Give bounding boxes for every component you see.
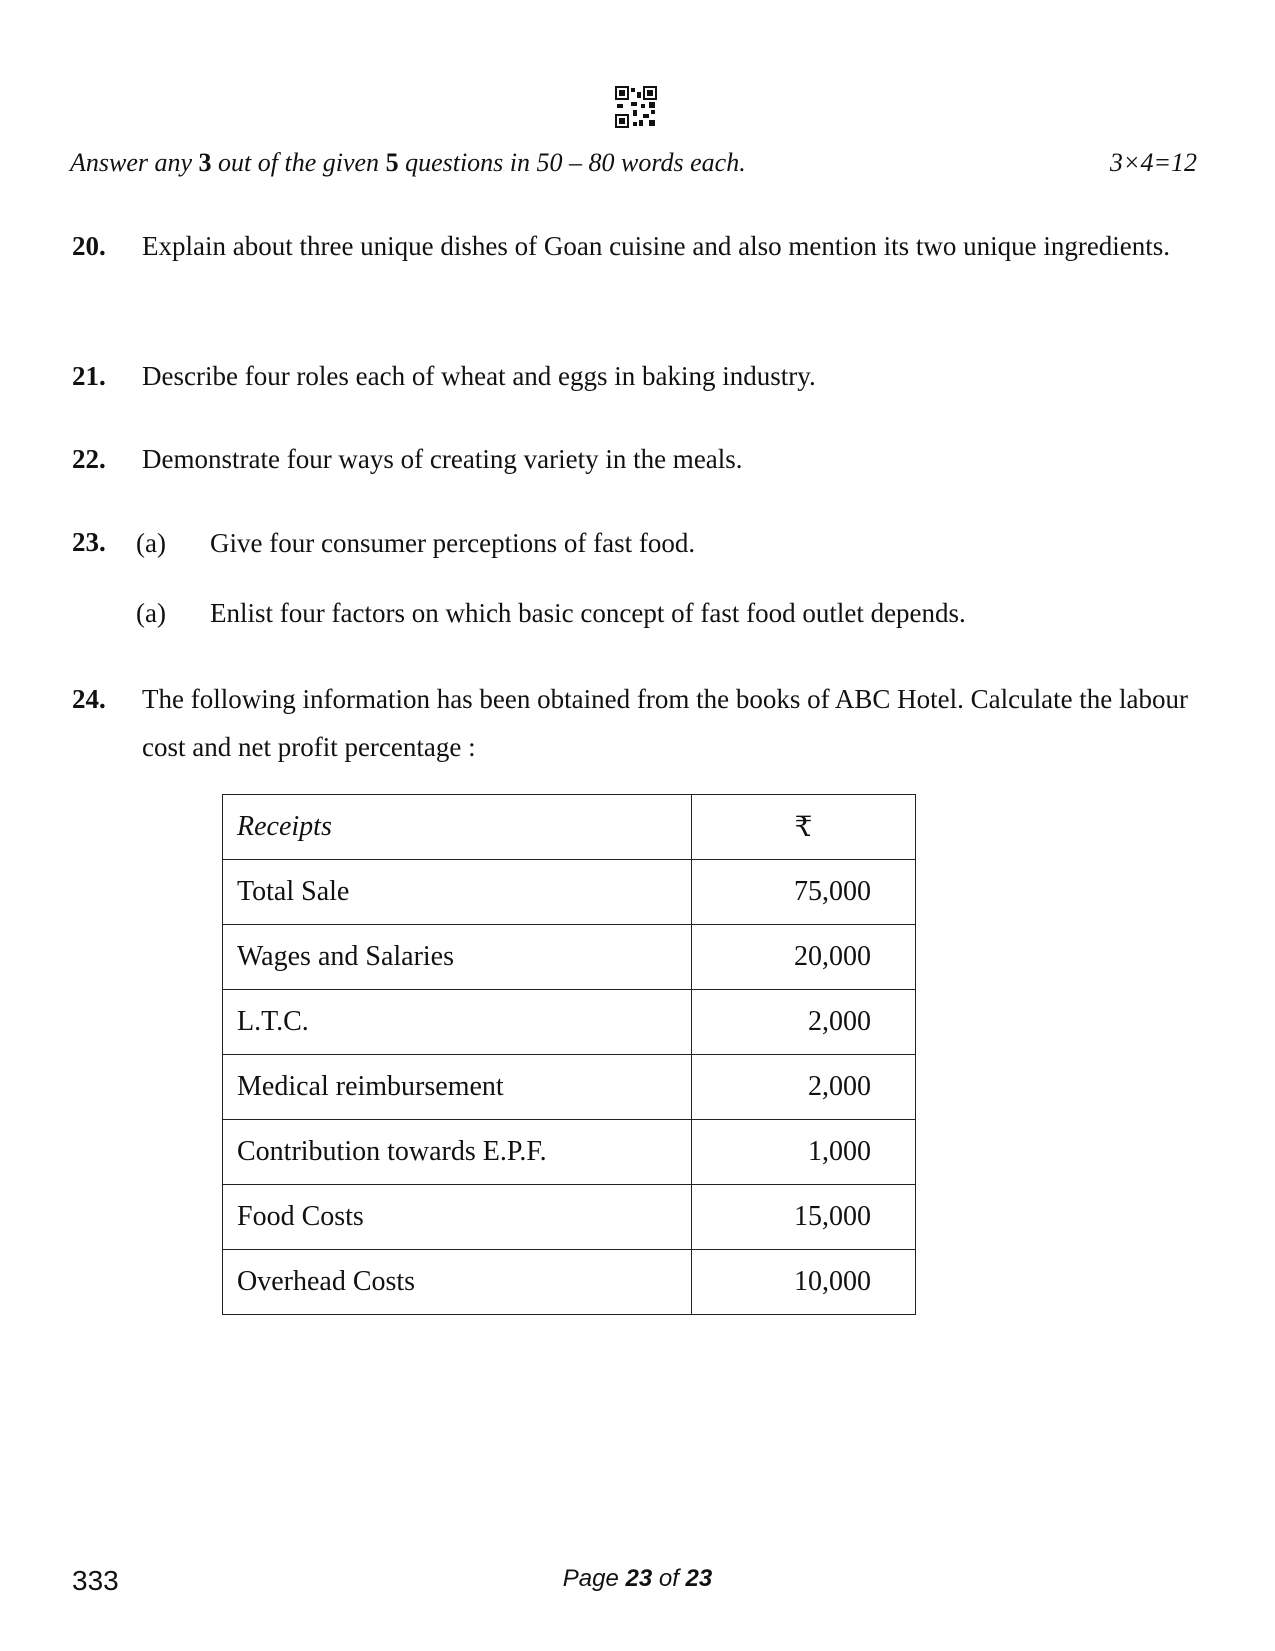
subpart-text: Enlist four factors on which basic concept of fast food outlet depends. [210,598,966,628]
table-row [223,1120,916,1185]
table-cell-value: 15,000 [692,1185,916,1250]
table-cell-label: Total Sale [223,860,692,925]
table-cell-value: 10,000 [692,1250,916,1315]
instruction-text: Answer any [70,148,199,177]
question-text: Describe four roles each of wheat and eggs in baking industry. [142,361,816,391]
page-text: of [652,1565,686,1592]
table-cell-value: 20,000 [692,925,916,990]
question-number: 22. [72,444,106,474]
page-number [0,1565,1275,1593]
table-cell-value: 2,000 [692,1055,916,1120]
page-current: 23 [625,1565,653,1592]
table-row [223,1055,916,1120]
instruction-count-total: 5 [385,148,399,177]
subpart-text: Give four consumer perceptions of fast food. [210,528,696,558]
receipts-table [222,794,916,1315]
subpart-label: (a) [136,598,166,628]
table-cell-label: Overhead Costs [223,1250,692,1315]
subpart-label: (a) [136,528,166,558]
question-number: 23. [72,527,106,557]
table-row [223,925,916,990]
table-cell-label: Wages and Salaries [223,925,692,990]
qr-code-icon [615,86,657,128]
instruction-text: out of the given [211,148,386,177]
table-cell-value: 1,000 [692,1120,916,1185]
question-text: The following information has been obtained from the books of ABC Hotel. Calculate the labour cost and net profit percentage : [142,684,1189,762]
instruction-count-answer: 3 [198,148,212,177]
section-instruction [70,148,746,178]
table-cell-value: 2,000 [692,990,916,1055]
instruction-text: questions in 50 – 80 words each. [398,148,746,177]
question-text: Demonstrate four ways of creating variety in the meals. [142,444,743,474]
table-cell-label: Medical reimbursement [223,1055,692,1120]
page-total: 23 [685,1565,713,1592]
rupee-symbol-cell: ₹ [692,795,916,860]
table-cell-label: L.T.C. [223,990,692,1055]
table-row [223,990,916,1055]
question-number: 24. [72,684,106,714]
table-cell-value: 75,000 [692,860,916,925]
table-cell-label: Contribution towards E.P.F. [223,1120,692,1185]
table-cell-label: Food Costs [223,1185,692,1250]
table-row [223,860,916,925]
table-row [223,1185,916,1250]
question-22 [72,435,1208,483]
question-21 [72,352,1208,400]
table-header-cell: Receipts [223,795,692,860]
question-text: Explain about three unique dishes of Goan cuisine and also mention its two unique ingredients. [142,231,1171,261]
table-row [223,1250,916,1315]
page-text: Page [562,1565,626,1592]
marks-allocation: 3×4=12 [1109,148,1197,177]
table-header-row [223,795,916,860]
question-20 [72,222,1208,270]
question-number: 20. [72,231,106,261]
question-number: 21. [72,361,106,391]
paper-code: 333 [72,1565,119,1596]
question-24 [72,675,1202,771]
